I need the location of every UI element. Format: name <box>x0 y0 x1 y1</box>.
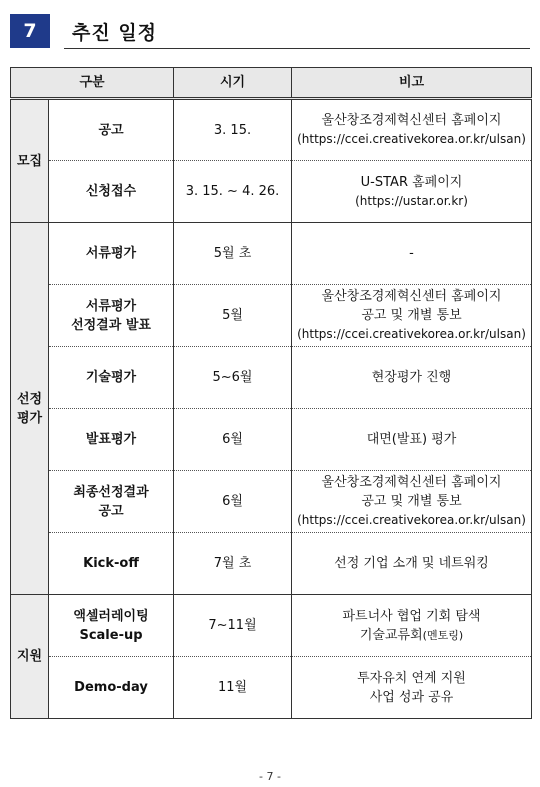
note-cell <box>292 285 532 347</box>
table-row <box>11 471 532 533</box>
note-cell <box>292 99 532 161</box>
note-line <box>294 554 529 573</box>
item-line: 서류평가 <box>85 246 137 261</box>
note-text: (https://ustar.or.kr) <box>355 193 468 208</box>
group-label <box>11 99 49 223</box>
note-cell <box>292 471 532 533</box>
table-row <box>11 223 532 285</box>
note-line <box>294 173 529 192</box>
table-row <box>11 161 532 223</box>
period-cell: 6월 <box>174 409 292 471</box>
item-line: 공고 <box>98 122 124 138</box>
note-line <box>294 492 529 511</box>
note-line <box>294 430 529 449</box>
heading-underline <box>64 48 530 49</box>
section-number-badge: 7 <box>10 14 50 48</box>
note-cell <box>292 533 532 595</box>
item-line: Demo-day <box>74 680 148 695</box>
item-cell <box>49 347 174 409</box>
note-cell <box>292 657 532 719</box>
item-cell <box>49 285 174 347</box>
note-cell <box>292 595 532 657</box>
item-cell <box>49 161 174 223</box>
note-line <box>294 306 529 325</box>
note-line <box>294 473 529 492</box>
section-title: 추진 일정 <box>72 22 158 44</box>
table-row <box>11 533 532 595</box>
note-line <box>294 287 529 306</box>
period-cell: 7월 초 <box>174 533 292 595</box>
table-row <box>11 657 532 719</box>
note-line <box>294 511 529 530</box>
note-text: 대면(발표) 평가 <box>366 432 457 447</box>
note-text: U-STAR 홈페이지 <box>360 174 463 190</box>
table-row <box>11 347 532 409</box>
item-line: 서류평가 <box>85 298 137 314</box>
note-text: (https://ccei.creativekorea.or.kr/ulsan) <box>297 327 526 341</box>
period-cell: 6월 <box>174 471 292 533</box>
table-row <box>11 595 532 657</box>
note-text: (https://ccei.creativekorea.or.kr/ulsan) <box>297 513 526 527</box>
note-line <box>294 192 529 211</box>
note-text: 울산창조경제혁신센터 홈페이지 <box>321 113 502 128</box>
note-text: 기술교류회 <box>359 627 423 643</box>
period-cell: 5~6월 <box>174 347 292 409</box>
group-label-line: 평가 <box>16 410 43 426</box>
note-line <box>294 607 529 626</box>
header-category: 구분 <box>11 68 174 99</box>
note-cell <box>292 161 532 223</box>
period-cell: 5월 초 <box>174 223 292 285</box>
period-cell: 5월 <box>174 285 292 347</box>
item-cell <box>49 471 174 533</box>
item-line: Scale-up <box>79 627 143 643</box>
period-cell: 11월 <box>174 657 292 719</box>
schedule-table <box>10 67 532 719</box>
note-text: 울산창조경제혁신센터 홈페이지 <box>321 289 502 304</box>
group-label <box>11 223 49 595</box>
note-line <box>294 325 529 344</box>
note-line <box>294 688 529 707</box>
section-heading <box>10 14 530 54</box>
item-line: 기술평가 <box>85 370 137 385</box>
table-row <box>11 285 532 347</box>
period-cell: 7~11월 <box>174 595 292 657</box>
note-line <box>294 130 529 149</box>
note-cell <box>292 409 532 471</box>
group-label-line: 모집 <box>16 153 43 169</box>
group-label-line: 선정 <box>16 391 43 407</box>
table-header-row <box>11 68 532 99</box>
item-line: 선정결과 발표 <box>71 317 151 333</box>
note-text: 사업 성과 공유 <box>369 689 454 705</box>
item-line: 발표평가 <box>85 432 137 447</box>
period-cell: 3. 15. ~ 4. 26. <box>174 161 292 223</box>
item-cell <box>49 595 174 657</box>
note-small-text: (멘토링) <box>422 628 464 642</box>
page-number: - 7 - <box>259 770 281 783</box>
table-row <box>11 99 532 161</box>
note-text: 공고 및 개별 통보 <box>361 494 462 509</box>
note-text: (https://ccei.creativekorea.or.kr/ulsan) <box>297 132 526 146</box>
group-label-line: 지원 <box>16 649 43 664</box>
item-cell <box>49 533 174 595</box>
note-line <box>294 626 529 645</box>
note-cell <box>292 347 532 409</box>
item-line: 최종선정결과 <box>73 484 149 500</box>
table-row <box>11 409 532 471</box>
note-text: 투자유치 연계 지원 <box>357 670 466 686</box>
item-cell <box>49 657 174 719</box>
note-text: 현장평가 진행 <box>371 370 452 385</box>
item-line: 신청접수 <box>85 184 137 199</box>
note-text: 선정 기업 소개 및 네트워킹 <box>334 556 489 571</box>
item-cell <box>49 99 174 161</box>
note-text: 파트너사 협업 기회 탐색 <box>342 608 481 624</box>
note-cell <box>292 223 532 285</box>
item-line: 액셀러레이팅 <box>73 608 149 624</box>
item-cell <box>49 409 174 471</box>
note-text: 울산창조경제혁신센터 홈페이지 <box>321 475 502 490</box>
note-line <box>294 368 529 387</box>
item-cell <box>49 223 174 285</box>
item-line: 공고 <box>98 503 124 519</box>
note-line <box>294 669 529 688</box>
table-body <box>11 99 532 719</box>
group-label <box>11 595 49 719</box>
note-text: 공고 및 개별 통보 <box>361 308 462 323</box>
header-period: 시기 <box>174 68 292 99</box>
note-line <box>294 244 529 263</box>
note-text: - <box>409 246 414 261</box>
item-line: Kick-off <box>83 556 139 571</box>
header-note: 비고 <box>292 68 532 99</box>
note-line <box>294 111 529 130</box>
period-cell: 3. 15. <box>174 99 292 161</box>
